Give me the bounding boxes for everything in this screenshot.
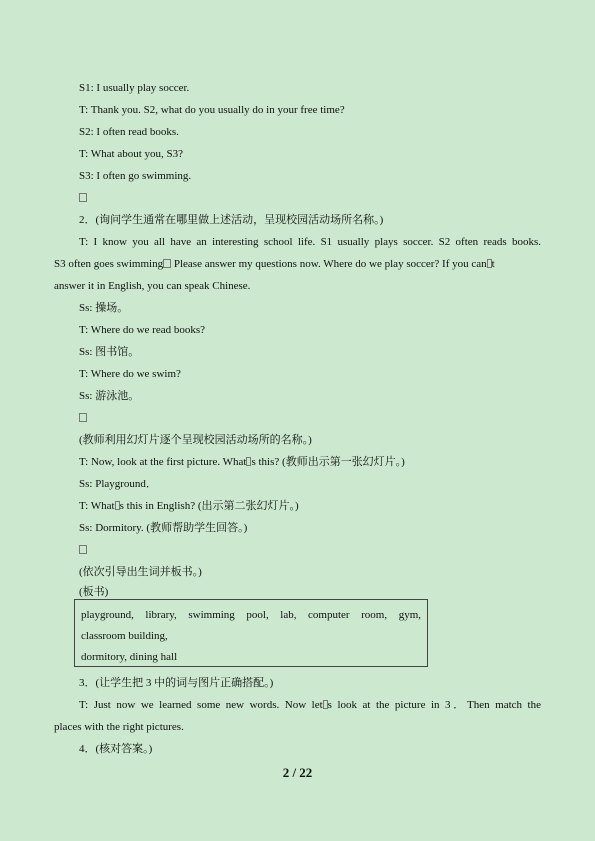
dialogue-line: S3: I often go swimming. [79,170,192,182]
placeholder-box-icon [79,413,87,422]
dialogue-text: T: Now, look at the first picture. What [79,456,247,468]
vocabulary-board-box [74,599,428,667]
dialogue-line: T: What about you, S3? [79,148,184,160]
instruction-line: (依次引导出生词并板书。) [79,566,202,578]
missing-glyph-box [0,411,595,425]
placeholder-box-icon [79,545,87,554]
dialogue-text: T: What [79,500,115,512]
board-label: (板书) [79,586,109,598]
placeholder-box-icon [163,259,171,268]
paragraph-text-part: T: Just now we learned some new words. Now let [79,699,323,711]
dialogue-line: Ss: 游泳池。 [79,390,140,402]
dialogue-line: Ss: Playground． [79,478,157,490]
placeholder-box-icon [79,193,87,202]
missing-glyph-box [0,543,595,557]
dialogue-line [0,455,595,469]
step-heading: 3．(让学生把 3 中的词与图片正确搭配。) [79,677,274,689]
dialogue-line: S2: I often read books. [79,126,179,138]
dialogue-line: Ss: Dormitory. (教师帮助学生回答。) [79,522,248,534]
dialogue-text: s this? (教师出示第一张幻灯片。) [251,456,405,468]
step-heading: 4．(核对答案。) [79,743,153,755]
dialogue-line: Ss: 图书馆。 [79,346,140,358]
dialogue-line: Ss: 操场。 [79,302,129,314]
paragraph-line: places with the right pictures. [54,721,184,733]
dialogue-line: T: Where do we read books? [79,324,206,336]
vocab-line: playground, library, swimming pool, lab, computer room, gym, [81,609,421,621]
vocab-line: dormitory, dining hall [81,651,178,663]
paragraph-line [0,698,595,712]
paragraph-text: T: I know you all have an interesting school life. S1 usually plays soccer. S2 often reads books. [79,236,541,248]
vocab-line: classroom building, [81,630,168,642]
paragraph-text: S3 often goes swimming [54,258,164,270]
paragraph-text: Please answer my questions now. Where do we play soccer? If you can [171,258,487,270]
paragraph-text [54,698,541,712]
page-number: 2 / 22 [282,765,313,780]
paragraph-line: answer it in English, you can speak Chinese. [54,280,251,292]
dialogue-text: s this in English? (出示第二张幻灯片。) [119,500,299,512]
paragraph-line [0,257,595,271]
instruction-line: (教师利用幻灯片逐个呈现校园活动场所的名称。) [79,434,312,446]
paragraph-text: t [491,258,495,270]
dialogue-line: S1: I usually play soccer. [79,82,190,94]
missing-glyph-box [0,191,595,205]
dialogue-line: T: Where do we swim? [79,368,181,380]
step-heading: 2．(询问学生通常在哪里做上述活动，呈现校园活动场所名称。) [79,214,384,226]
dialogue-line: T: Thank you. S2, what do you usually do in your free time? [79,104,345,116]
dialogue-line [0,499,595,513]
paragraph-text-part: s look at the picture in 3．Then match the [327,699,541,711]
paragraph-line [0,235,595,249]
